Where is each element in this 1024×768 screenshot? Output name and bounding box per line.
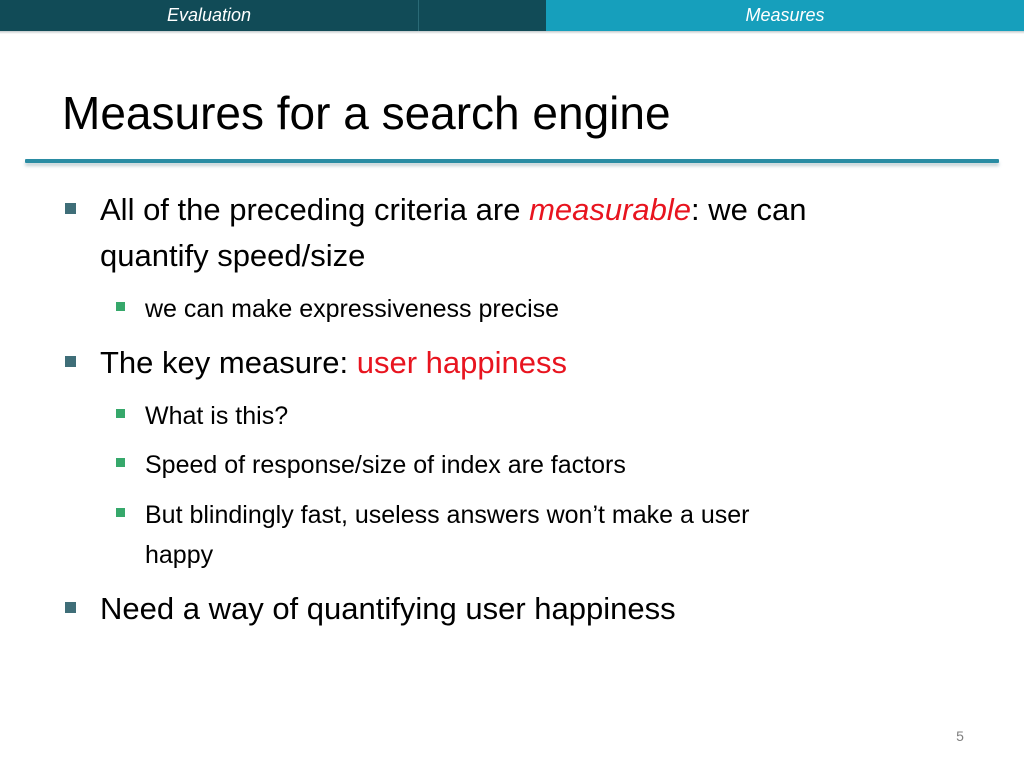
subbullet-expressiveness bbox=[145, 289, 945, 329]
subbullet-marker bbox=[116, 409, 125, 418]
subbullet-marker bbox=[116, 458, 125, 467]
nav-tab-measures-label: Measures bbox=[745, 5, 825, 25]
page-number: 5 bbox=[956, 728, 964, 744]
bullet-text: All of the preceding criteria are bbox=[100, 192, 530, 227]
nav-tab-evaluation-label: Evaluation bbox=[166, 5, 252, 25]
bullet-text: : we can bbox=[691, 192, 807, 227]
nav-tab-measures[interactable] bbox=[546, 0, 1024, 31]
nav-bar-shadow bbox=[0, 31, 1024, 34]
bullet-text: quantify speed/size bbox=[100, 238, 366, 273]
nav-tab-spacer bbox=[418, 0, 546, 31]
nav-tab-evaluation[interactable] bbox=[0, 0, 418, 31]
bullet-marker bbox=[65, 602, 76, 613]
section-nav-bar bbox=[0, 0, 1024, 31]
subbullet-text: Speed of response/size of index are factors bbox=[145, 451, 626, 479]
slide-title: Measures for a search engine bbox=[62, 87, 671, 139]
subbullet-text: What is this? bbox=[145, 402, 289, 430]
bullet-marker bbox=[65, 203, 76, 214]
subbullet-marker bbox=[116, 302, 125, 311]
subbullet-text: we can make expressiveness precise bbox=[145, 295, 560, 323]
bullet-text: Need a way of quantifying user happiness bbox=[100, 591, 676, 626]
bullet-text: The key measure: bbox=[100, 345, 357, 380]
subbullet-text: happy bbox=[145, 541, 214, 569]
emphasis-measurable: measurable bbox=[529, 192, 692, 227]
subbullet-marker bbox=[116, 508, 125, 517]
bullet-marker bbox=[65, 356, 76, 367]
bullet-key-measure bbox=[100, 340, 960, 386]
bullet-criteria-measurable bbox=[100, 187, 960, 279]
emphasis-user-happiness: user happiness bbox=[356, 345, 567, 380]
subbullet-what-is-this bbox=[145, 396, 945, 436]
bullet-quantifying-happiness bbox=[100, 586, 960, 632]
subbullet-text: But blindingly fast, useless answers won’t make a user bbox=[145, 501, 750, 529]
title-underline bbox=[25, 159, 999, 163]
subbullet-blindingly-fast bbox=[145, 495, 945, 575]
subbullet-speed-size bbox=[145, 445, 945, 485]
